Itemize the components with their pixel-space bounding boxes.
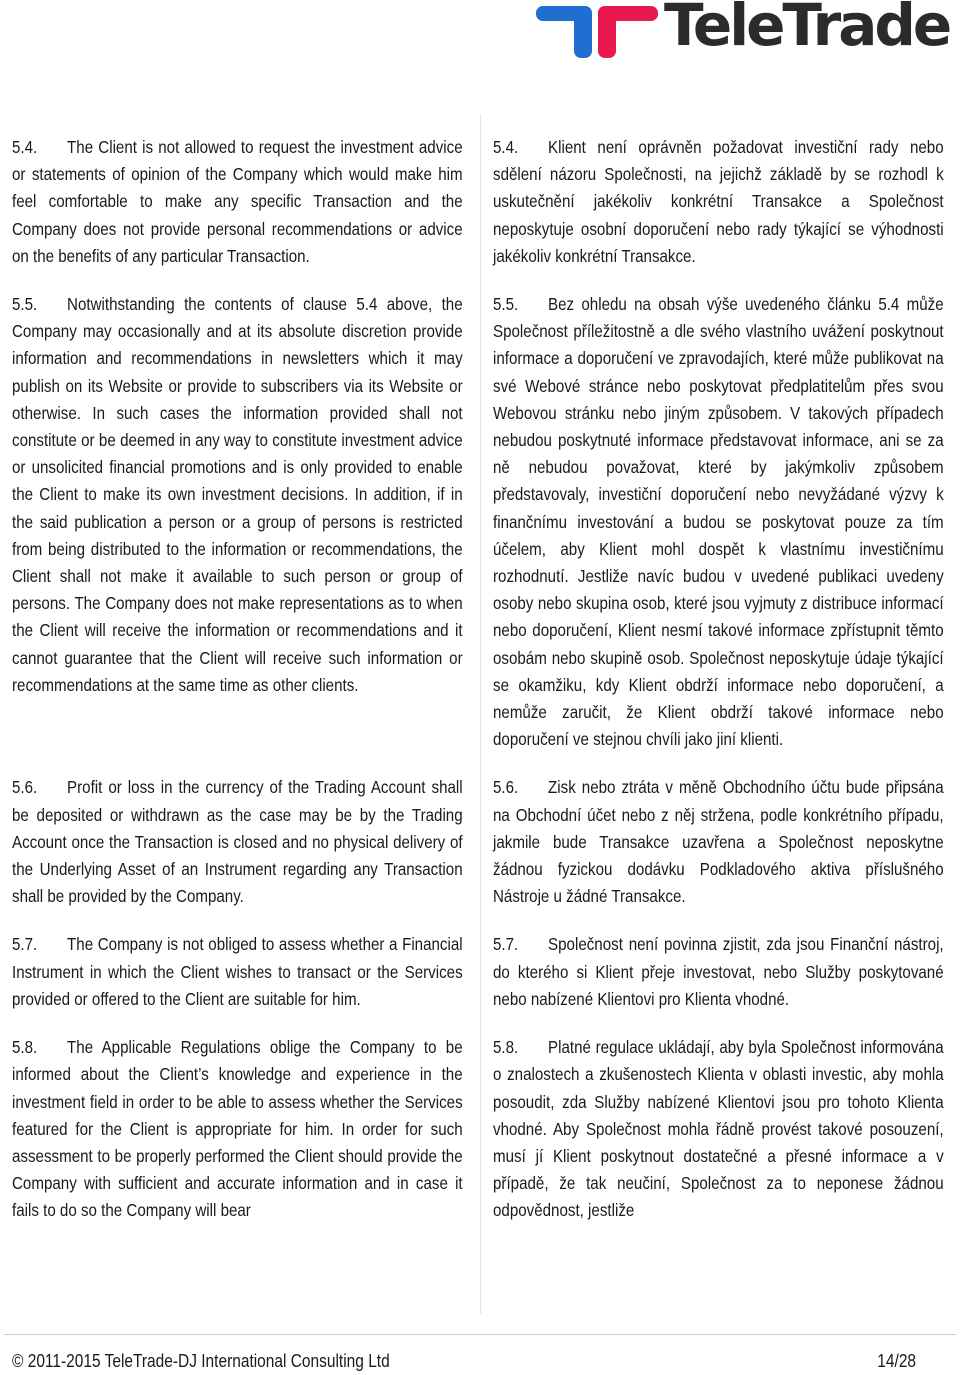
clause-paragraph [12,134,463,270]
clause-paragraph [493,134,944,270]
english-clause [12,1034,463,1224]
clause-paragraph [493,291,944,753]
czech-clause [493,931,944,1013]
czech-clause [493,1034,944,1224]
clause-row [12,1034,944,1224]
clause-row [12,931,944,1013]
czech-clause [493,134,944,270]
clause-number: 5.6. [493,777,519,798]
clause-text: Klient není oprávněn požadovat investiční rady nebo sdělení názoru Společnosti, na jejichž základě by se rozhodl k uskutečnění jakékoliv konkrétní Transakce a Společnost neposkytuje osobní doporučení nebo rady týkající se výhodnosti jakékoliv konkrétní Transakce. [493,137,944,266]
footer-divider [4,1334,956,1335]
page-number: 14/28 [877,1351,916,1371]
teletrade-logo [536,0,950,64]
clause-paragraph [493,1034,944,1224]
clause-text: Platné regulace ukládají, aby byla Společnost informována o znalostech a zkušenostech Klienta v oblasti investic, aby mohla posoudit, zda Služby nabízené Klientovi jsou pro tohoto Klienta vhodné. Aby Společnost mohla řádně provést takové posouzení, musí jí Klient poskytnout dostatečné a přesné informace a v případě, že tak neučiní, Společnost za to neponese žádnou odpovědnost, jestliže [493,1037,944,1221]
clause-text: Společnost není povinna zjistit, zda jsou Finanční nástroj, do kterého si Klient přeje investovat, nebo Služby poskytované nebo nabízené Klientovi pro Klienta vhodné. [493,934,944,1009]
clause-number: 5.7. [493,934,519,955]
clause-text: Zisk nebo ztráta v měně Obchodního účtu bude připsána na Obchodní účet nebo z něj stržena, podle konkrétního případu, jakmile bude Transakce uzavřena a Společnost neposkytne žádnou fyzickou dodávku Podkladového aktiva příslušného Nástroje u žádné Transakce. [493,777,944,907]
clause-text: Bez ohledu na obsah výše uvedeného článku 5.4 může Společnost příležitostně a dle svého vlastního uvážení poskytnout informace a doporučení ve zpravodajích, které může publikovat na své Webové stránce nebo poskytovat předplatitelům přes svou Webovou stránku nebo jiným způsobem. V takových případech nebudou poskytnuté informace představovat informace, ani se za ně nebudou považovat, které by jakýmkoliv způsobem představovaly, investiční doporučení nebo nevyžádané výzvy k finančnímu investování a budou se poskytovat pouze za tím účelem, aby Klient mohl dospět k vlastnímu investičnímu rozhodnutí. Jestliže navíc budou v uvedené publikaci uvedeny osoby nebo skupina osob, které jsou vyjmuty z distribuce informací nebo doporučení, Klient nesmí takové informace zpřístupnit těmto osobám nebo skupině osob. Společnost neposkytuje údaje týkající se okamžiku, kdy Klient obdrží informace nebo doporučení, a nemůže zaručit, že Klient obdrží takové informace nebo doporučení ve stejnou chvíli jako jiní klienti. [493,294,944,750]
clause-number: 5.6. [12,777,38,798]
clause-paragraph [12,291,463,699]
clause-number: 5.4. [12,137,38,157]
clause-paragraph [493,931,944,1013]
english-clause [12,931,463,1013]
czech-clause [493,774,944,910]
clause-row [12,134,944,270]
clause-number: 5.8. [12,1037,38,1058]
clause-row [12,774,944,910]
czech-clause [493,291,944,753]
clause-number: 5.4. [493,137,519,157]
clause-paragraph [12,774,463,910]
english-clause [12,134,463,270]
page-header [0,0,960,70]
clause-paragraph [12,931,463,1013]
footer-copyright: © 2011-2015 TeleTrade-DJ International Consulting Ltd [12,1351,390,1371]
english-clause [12,774,463,910]
clause-paragraph [493,774,944,910]
clause-text: The Company is not obliged to assess whether a Financial Instrument in which the Client wishes to transact or the Services provided or offered to the Client are suitable for him. [12,934,463,1009]
clause-number: 5.7. [12,934,38,955]
clause-row [12,291,944,753]
clause-text: Notwithstanding the contents of clause 5.4 above, the Company may occasionally and at its absolute discretion provide information and recommendations in newsletters which it may publish on its Website or provide to subscribers via its Website or otherwise. In such cases the information provided shall not constitute or be deemed in any way to constitute investment advice or unsolicited financial promotions and is only provided to enable the Client to make its own investment decisions. In addition, if in the said publication a person or a group of persons is restricted from being distributed to the information or recommendations, the Client shall not make it available to such person or group of persons. The Company does not make representations as to when the Client will receive the information or recommendations and it cannot guarantee that the Client will receive such information or recommendations at the same time as other clients. [12,294,463,695]
clause-paragraph [12,1034,463,1224]
clause-number: 5.5. [493,294,519,315]
clause-number: 5.5. [12,294,38,315]
clauses-content [12,134,944,1246]
clause-text: The Client is not allowed to request the investment advice or statements of opinion of the Company which would make him feel comfortable to make any specific Transaction and the Company does not provide personal recommendations or advice on the benefits of any particular Transaction. [12,137,463,266]
clause-number: 5.8. [493,1037,519,1058]
clause-text: The Applicable Regulations oblige the Company to be informed about the Client’s knowledge and experience in the investment field in order to be able to assess whether the Services featured for the Client is appropriate for him. In order for such assessment to be properly performed the Client should provide the Company with sufficient and accurate information and in case it fails to do so the Company will bear [12,1037,463,1221]
logo-mark-icon [536,2,664,64]
logo-wordmark: TeleTrade [664,0,950,59]
clause-text: Profit or loss in the currency of the Trading Account shall be deposited or withdrawn as the case may be by the Trading Account once the Transaction is closed and no physical delivery of the Underlying Asset of an Instrument regarding any Transaction shall be provided by the Company. [12,777,463,907]
english-clause [12,291,463,753]
